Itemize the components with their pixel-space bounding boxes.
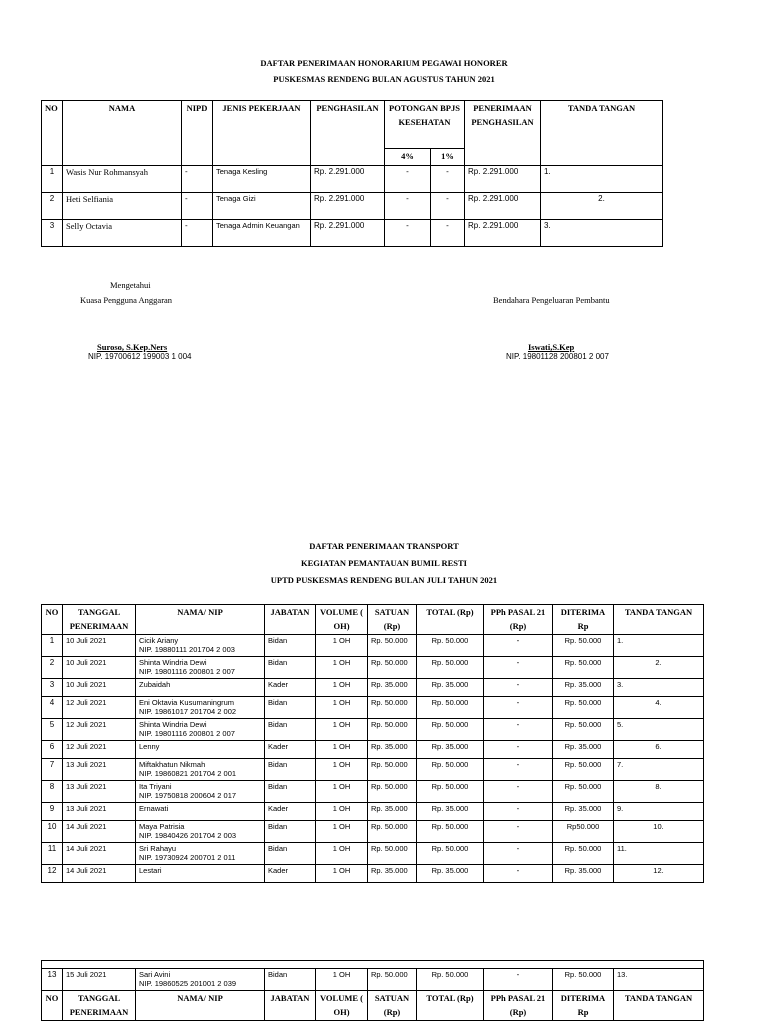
row-jabatan: Bidan [265, 821, 316, 843]
row-satuan: Rp. 50.000 [368, 843, 417, 865]
t3-header-tanggal: TANGGAL PENERIMAAN [63, 991, 136, 1021]
row-penghasilan: Rp. 2.291.000 [311, 165, 385, 192]
row-nama-nip [136, 719, 265, 741]
row-nama: Selly Octavia [63, 219, 182, 246]
t3-header-jabatan: JABATAN [265, 991, 316, 1021]
row-volume: 1 OH [316, 781, 368, 803]
row-jabatan: Kader [265, 741, 316, 759]
row-nama-nip [136, 679, 265, 697]
honorarium-row [42, 165, 663, 192]
sign-right-name: Iswati,S.Kep [528, 342, 575, 352]
row-volume: 1 OH [316, 635, 368, 657]
row-nama: Ita Triyani [139, 782, 172, 792]
row-volume: 1 OH [316, 679, 368, 697]
row-no: 6 [42, 741, 63, 759]
row-pot-1: - [431, 219, 465, 246]
row-signature-slot: 1. [614, 635, 704, 657]
row-diterima: Rp. 50.000 [553, 969, 614, 991]
row-nama-nip [136, 635, 265, 657]
continued-top-rule [42, 961, 704, 969]
t3-header-volume: VOLUME ( OH) [316, 991, 368, 1021]
row-nip: NIP. 19860821 201704 2 001 [139, 769, 237, 779]
row-nip: NIP. 19801116 200801 2 007 [139, 729, 235, 739]
row-pph: - [484, 781, 553, 803]
row-tanggal: 13 Juli 2021 [63, 781, 136, 803]
row-no: 4 [42, 697, 63, 719]
row-volume: 1 OH [316, 719, 368, 741]
header-tanda-tangan: TANDA TANGAN [541, 101, 663, 166]
row-nama: Cicik Ariany [139, 636, 179, 646]
row-nama-nip [136, 697, 265, 719]
row-pph: - [484, 843, 553, 865]
transport-row [42, 781, 704, 803]
row-diterima: Rp. 50.000 [553, 719, 614, 741]
row-jenis: Tenaga Gizi [213, 192, 311, 219]
row-total: Rp. 50.000 [417, 821, 484, 843]
row-diterima: Rp. 50.000 [553, 843, 614, 865]
row-volume: 1 OH [316, 657, 368, 679]
row-satuan: Rp. 35.000 [368, 803, 417, 821]
row-penghasilan: Rp. 2.291.000 [311, 192, 385, 219]
row-total: Rp. 50.000 [417, 759, 484, 781]
transport-row [42, 741, 704, 759]
row-nipd: - [182, 165, 213, 192]
transport-row [42, 803, 704, 821]
row-nama-nip [136, 657, 265, 679]
row-nip: NIP. 19801116 200801 2 007 [139, 667, 235, 677]
header-jenis-pekerjaan: JENIS PEKERJAAN [213, 101, 311, 166]
t3-header-ttd: TANDA TANGAN [614, 991, 704, 1021]
row-pot-4: - [385, 165, 431, 192]
row-satuan: Rp. 50.000 [368, 759, 417, 781]
row-total: Rp. 50.000 [417, 969, 484, 991]
row-tanggal: 10 Juli 2021 [63, 635, 136, 657]
t2-header-tanggal: TANGGAL PENERIMAAN [63, 605, 136, 635]
row-volume: 1 OH [316, 759, 368, 781]
row-no: 9 [42, 803, 63, 821]
row-nama: Maya Patrisia [139, 822, 185, 832]
row-diterima: Rp. 50.000 [553, 635, 614, 657]
row-signature-slot: 2. [614, 657, 704, 679]
honorarium-row [42, 219, 663, 246]
row-no: 3 [42, 679, 63, 697]
transport-row [42, 635, 704, 657]
row-diterima: Rp. 50.000 [553, 697, 614, 719]
row-tanggal: 10 Juli 2021 [63, 657, 136, 679]
row-nip: NIP. 19840426 201704 2 003 [139, 831, 237, 841]
row-pph: - [484, 969, 553, 991]
row-nama-nip [136, 741, 265, 759]
row-diterima: Rp50.000 [553, 821, 614, 843]
row-no: 2 [42, 657, 63, 679]
transport-row [42, 759, 704, 781]
row-nama-nip [136, 803, 265, 821]
row-diterima: Rp. 50.000 [553, 781, 614, 803]
row-jenis: Tenaga Kesling [213, 165, 311, 192]
row-no: 1 [42, 635, 63, 657]
row-no: 1 [42, 165, 63, 192]
row-satuan: Rp. 50.000 [368, 781, 417, 803]
row-nama-nip [136, 969, 265, 991]
row-signature-slot: 4. [614, 697, 704, 719]
row-jabatan: Bidan [265, 657, 316, 679]
row-tanggal: 14 Juli 2021 [63, 821, 136, 843]
row-pot-4: - [385, 219, 431, 246]
row-diterima: Rp. 35.000 [553, 679, 614, 697]
transport-row [42, 697, 704, 719]
continued-rows [42, 969, 704, 991]
row-tanggal: 13 Juli 2021 [63, 803, 136, 821]
row-nama: Shinta Windria Dewi [139, 658, 207, 668]
doc2-title-line1: DAFTAR PENERIMAAN TRANSPORT [309, 541, 459, 551]
row-pot-1: - [431, 165, 465, 192]
row-pph: - [484, 821, 553, 843]
t3-header-satuan: SATUAN (Rp) [368, 991, 417, 1021]
row-tanggal: 14 Juli 2021 [63, 843, 136, 865]
row-satuan: Rp. 50.000 [368, 719, 417, 741]
t2-header-nama: NAMA/ NIP [136, 605, 265, 635]
row-pph: - [484, 741, 553, 759]
row-nama: Eni Oktavia Kusumaningrum [139, 698, 235, 708]
header-penghasilan: PENGHASILAN [311, 101, 385, 166]
row-total: Rp. 50.000 [417, 657, 484, 679]
transport-row [42, 865, 704, 883]
row-satuan: Rp. 35.000 [368, 865, 417, 883]
row-nama: Wasis Nur Rohmansyah [63, 165, 182, 192]
row-jabatan: Bidan [265, 843, 316, 865]
t3-header-total: TOTAL (Rp) [417, 991, 484, 1021]
row-signature-slot: 10. [614, 821, 704, 843]
row-pph: - [484, 679, 553, 697]
doc2-title-line3: UPTD PUSKESMAS RENDENG BULAN JULI TAHUN 2021 [270, 575, 498, 585]
row-tanggal: 14 Juli 2021 [63, 865, 136, 883]
row-nama: Sari Avini [139, 970, 171, 979]
row-nama: Zubaidah [139, 680, 171, 690]
row-pph: - [484, 803, 553, 821]
row-total: Rp. 50.000 [417, 697, 484, 719]
row-signature-slot: 6. [614, 741, 704, 759]
row-total: Rp. 50.000 [417, 781, 484, 803]
row-total: Rp. 35.000 [417, 741, 484, 759]
transport-table-continued [41, 960, 704, 1021]
sign-left-name: Suroso, S.Kep.Ners [97, 342, 168, 352]
row-nama: Lestari [139, 866, 162, 876]
row-no: 5 [42, 719, 63, 741]
row-no: 2 [42, 192, 63, 219]
row-signature-slot: 5. [614, 719, 704, 741]
row-total: Rp. 50.000 [417, 719, 484, 741]
row-total: Rp. 35.000 [417, 679, 484, 697]
header-penerimaan: PENERIMAAN PENGHASILAN [465, 101, 541, 166]
row-nip: NIP. 19730924 200701 2 011 [139, 853, 236, 863]
honorarium-table [41, 100, 663, 247]
row-signature-slot: 2. [541, 192, 663, 219]
row-diterima: Rp. 50.000 [553, 759, 614, 781]
header-potongan: POTONGAN BPJS KESEHATAN [385, 101, 465, 149]
bendahara-label: Bendahara Pengeluaran Pembantu [493, 295, 610, 305]
row-jabatan: Bidan [265, 969, 316, 991]
transport-row [42, 821, 704, 843]
t2-header-pph: PPh PASAL 21 (Rp) [484, 605, 553, 635]
row-tanggal: 13 Juli 2021 [63, 759, 136, 781]
sign-right-nip: NIP. 19801128 200801 2 007 [506, 352, 609, 361]
row-nama-nip [136, 865, 265, 883]
row-diterima: Rp. 35.000 [553, 741, 614, 759]
t3-header-pph: PPh PASAL 21 (Rp) [484, 991, 553, 1021]
row-volume: 1 OH [316, 821, 368, 843]
t3-header-nama: NAMA/ NIP [136, 991, 265, 1021]
row-volume: 1 OH [316, 803, 368, 821]
row-pph: - [484, 865, 553, 883]
row-tanggal: 12 Juli 2021 [63, 697, 136, 719]
transport-row [42, 843, 704, 865]
row-pot-1: - [431, 192, 465, 219]
transport-rows [42, 635, 704, 883]
row-nip: NIP. 19861017 201704 2 002 [139, 707, 237, 717]
row-jabatan: Bidan [265, 781, 316, 803]
transport-row [42, 969, 704, 991]
t2-header-satuan: SATUAN (Rp) [368, 605, 417, 635]
row-diterima: Rp. 35.000 [553, 865, 614, 883]
row-nip: NIP. 19860525 201001 2 039 [139, 979, 237, 988]
transport-row [42, 657, 704, 679]
row-signature-slot: 3. [614, 679, 704, 697]
row-tanggal: 12 Juli 2021 [63, 719, 136, 741]
row-nama: Shinta Windria Dewi [139, 720, 207, 730]
row-jabatan: Kader [265, 803, 316, 821]
row-diterima: Rp. 50.000 [553, 657, 614, 679]
row-satuan: Rp. 50.000 [368, 657, 417, 679]
header-pot-4: 4% [385, 149, 431, 166]
row-satuan: Rp. 50.000 [368, 969, 417, 991]
row-nama-nip [136, 821, 265, 843]
row-nipd: - [182, 219, 213, 246]
row-jabatan: Bidan [265, 759, 316, 781]
row-no: 3 [42, 219, 63, 246]
row-signature-slot: 12. [614, 865, 704, 883]
row-signature-slot: 13. [614, 969, 704, 991]
doc2-title-line2: KEGIATAN PEMANTAUAN BUMIL RESTI [300, 558, 467, 568]
row-signature-slot: 3. [541, 219, 663, 246]
row-nip: NIP. 19750818 200604 2 017 [139, 791, 237, 801]
row-no: 10 [42, 821, 63, 843]
t3-header-no: NO [42, 991, 63, 1021]
header-pot-1: 1% [431, 149, 465, 166]
doc1-title-line2: PUSKESMAS RENDENG BULAN AGUSTUS TAHUN 2021 [273, 74, 495, 84]
row-nama: Sri Rahayu [139, 844, 177, 854]
row-satuan: Rp. 35.000 [368, 679, 417, 697]
honorarium-row [42, 192, 663, 219]
row-tanggal: 12 Juli 2021 [63, 741, 136, 759]
row-nama-nip [136, 781, 265, 803]
row-jabatan: Bidan [265, 697, 316, 719]
mengetahui-label: Mengetahui [110, 280, 151, 290]
row-diterima: Rp. 35.000 [553, 803, 614, 821]
row-nama-nip [136, 843, 265, 865]
row-signature-slot: 1. [541, 165, 663, 192]
t2-header-no: NO [42, 605, 63, 635]
row-satuan: Rp. 35.000 [368, 741, 417, 759]
row-total: Rp. 35.000 [417, 865, 484, 883]
sign-left-nip: NIP. 19700612 199003 1 004 [88, 352, 192, 361]
kuasa-label: Kuasa Pengguna Anggaran [80, 295, 173, 305]
row-no: 12 [42, 865, 63, 883]
row-no: 11 [42, 843, 63, 865]
header-nipd: NIPD [182, 101, 213, 166]
row-nama-nip [136, 759, 265, 781]
row-volume: 1 OH [316, 843, 368, 865]
doc1-title-line1: DAFTAR PENERIMAAN HONORARIUM PEGAWAI HONORER [260, 58, 508, 68]
row-nama: Ernawati [139, 804, 169, 814]
t2-header-jabatan: JABATAN [265, 605, 316, 635]
t3-header-diterima: DITERIMA Rp [553, 991, 614, 1021]
row-pot-4: - [385, 192, 431, 219]
row-no: 8 [42, 781, 63, 803]
row-jabatan: Bidan [265, 635, 316, 657]
row-nama: Lenny [139, 742, 160, 752]
row-signature-slot: 11. [614, 843, 704, 865]
row-pph: - [484, 635, 553, 657]
header-no: NO [42, 101, 63, 166]
t2-header-ttd: TANDA TANGAN [614, 605, 704, 635]
row-penerimaan: Rp. 2.291.000 [465, 192, 541, 219]
row-jabatan: Kader [265, 679, 316, 697]
row-volume: 1 OH [316, 741, 368, 759]
row-volume: 1 OH [316, 697, 368, 719]
row-satuan: Rp. 50.000 [368, 821, 417, 843]
transport-row [42, 719, 704, 741]
row-jabatan: Kader [265, 865, 316, 883]
row-nama: Heti Selfiania [63, 192, 182, 219]
row-tanggal: 10 Juli 2021 [63, 679, 136, 697]
row-signature-slot: 7. [614, 759, 704, 781]
row-satuan: Rp. 50.000 [368, 697, 417, 719]
row-satuan: Rp. 50.000 [368, 635, 417, 657]
header-nama: NAMA [63, 101, 182, 166]
t2-header-diterima: DITERIMA Rp [553, 605, 614, 635]
row-pph: - [484, 697, 553, 719]
transport-table [41, 604, 704, 883]
row-pph: - [484, 657, 553, 679]
row-jenis: Tenaga Admin Keuangan [213, 219, 311, 246]
row-total: Rp. 50.000 [417, 635, 484, 657]
row-jabatan: Bidan [265, 719, 316, 741]
row-penerimaan: Rp. 2.291.000 [465, 165, 541, 192]
row-total: Rp. 50.000 [417, 843, 484, 865]
row-penghasilan: Rp. 2.291.000 [311, 219, 385, 246]
row-no: 7 [42, 759, 63, 781]
row-total: Rp. 35.000 [417, 803, 484, 821]
row-pph: - [484, 719, 553, 741]
row-pph: - [484, 759, 553, 781]
row-volume: 1 OH [316, 865, 368, 883]
t2-header-volume: VOLUME ( OH) [316, 605, 368, 635]
row-signature-slot: 8. [614, 781, 704, 803]
row-volume: 1 OH [316, 969, 368, 991]
row-penerimaan: Rp. 2.291.000 [465, 219, 541, 246]
row-tanggal: 15 Juli 2021 [63, 969, 136, 991]
t2-header-total: TOTAL (Rp) [417, 605, 484, 635]
row-no: 13 [42, 969, 63, 991]
row-nip: NIP. 19880111 201704 2 003 [139, 645, 235, 655]
row-nipd: - [182, 192, 213, 219]
row-nama: Miftakhatun Nikmah [139, 760, 206, 770]
honorarium-rows [42, 165, 663, 246]
transport-row [42, 679, 704, 697]
row-signature-slot: 9. [614, 803, 704, 821]
